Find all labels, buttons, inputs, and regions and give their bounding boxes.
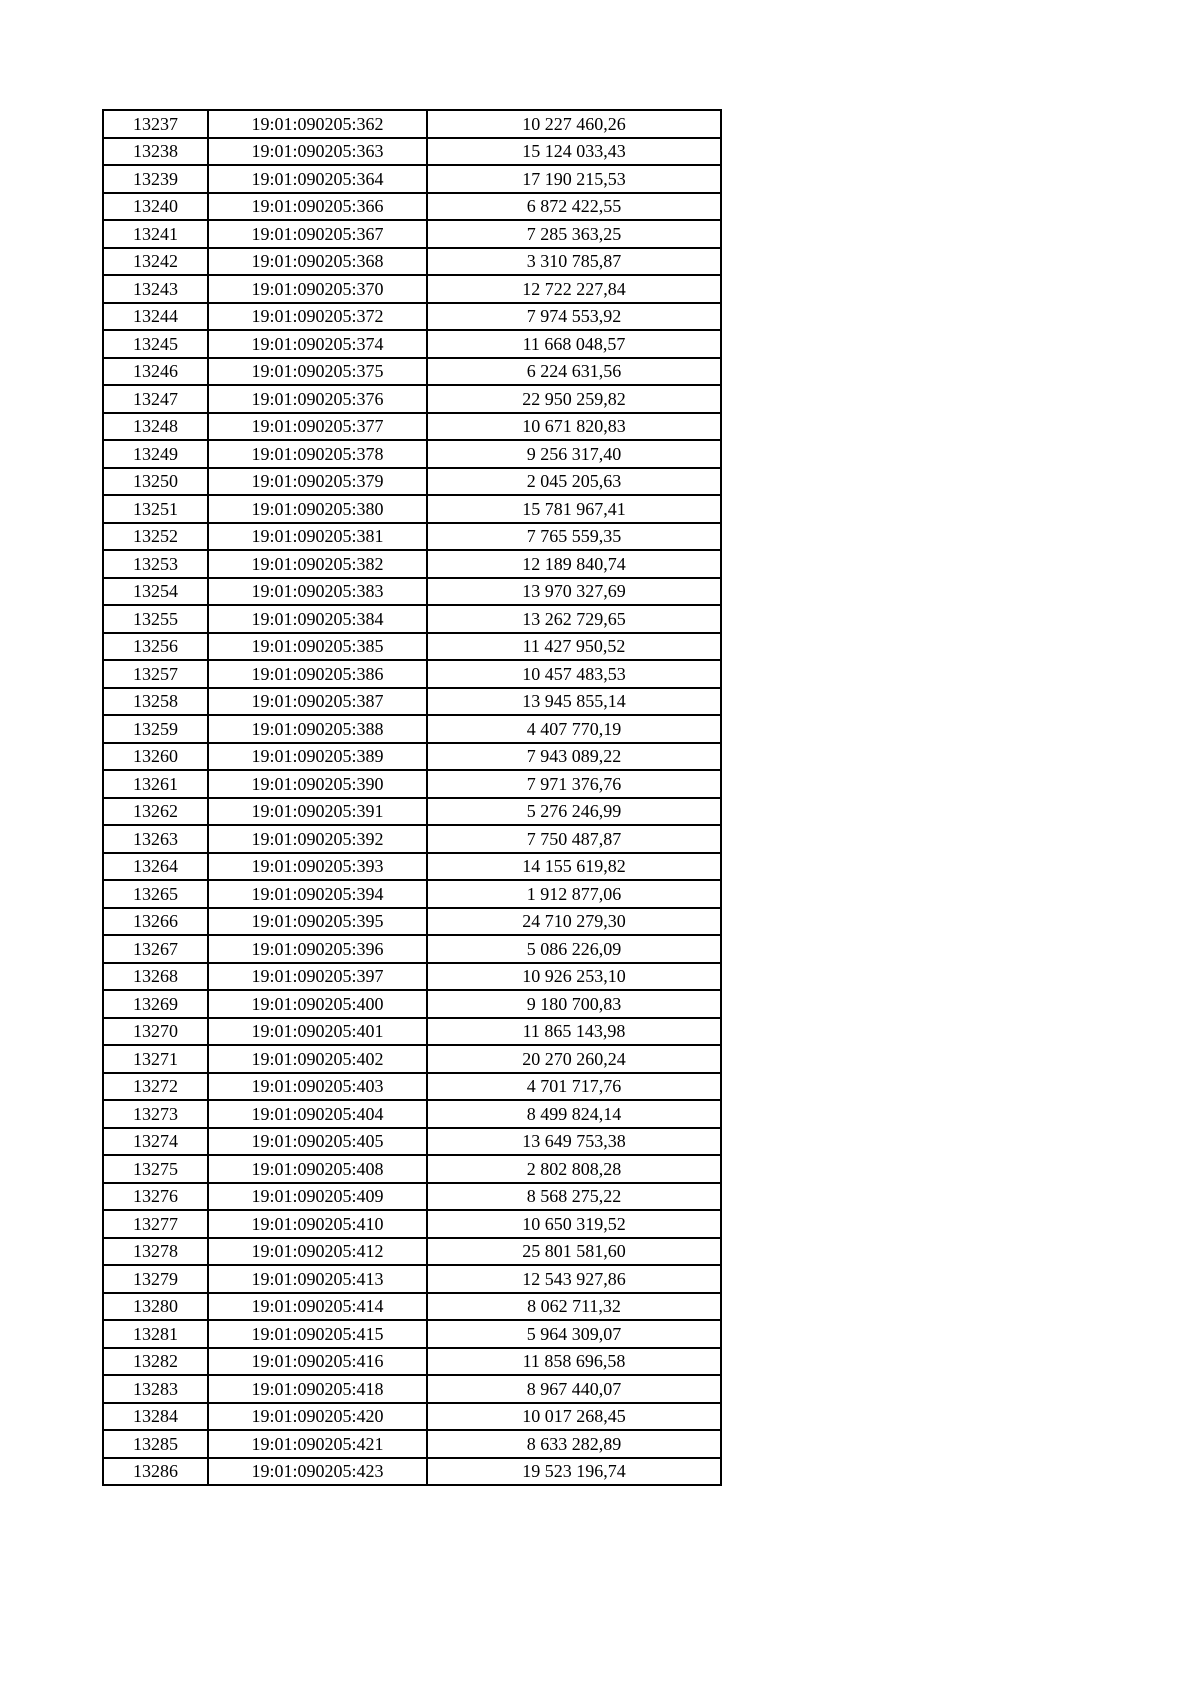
value-cell: 12 543 927,86 (427, 1265, 721, 1293)
value-cell: 11 668 048,57 (427, 330, 721, 358)
row-number-cell: 13282 (103, 1348, 208, 1376)
value-cell: 7 765 559,35 (427, 523, 721, 551)
cadastral-number-cell: 19:01:090205:363 (208, 138, 427, 166)
table-row (103, 248, 721, 276)
row-number-cell: 13253 (103, 550, 208, 578)
cadastral-number-cell: 19:01:090205:410 (208, 1210, 427, 1238)
table-row (103, 110, 721, 138)
row-number-cell: 13283 (103, 1375, 208, 1403)
row-number-cell: 13256 (103, 633, 208, 661)
row-number-cell: 13244 (103, 303, 208, 331)
value-cell: 13 970 327,69 (427, 578, 721, 606)
cadastral-number-cell: 19:01:090205:393 (208, 853, 427, 881)
value-cell: 19 523 196,74 (427, 1458, 721, 1486)
table-row (103, 578, 721, 606)
value-cell: 13 945 855,14 (427, 688, 721, 716)
cadastral-number-cell: 19:01:090205:409 (208, 1183, 427, 1211)
table-row (103, 1128, 721, 1156)
value-cell: 10 671 820,83 (427, 413, 721, 441)
cadastral-number-cell: 19:01:090205:414 (208, 1293, 427, 1321)
row-number-cell: 13250 (103, 468, 208, 496)
table-body (103, 110, 721, 1485)
cadastral-value-table (102, 109, 722, 1486)
table-row (103, 1155, 721, 1183)
cadastral-number-cell: 19:01:090205:395 (208, 908, 427, 936)
cadastral-number-cell: 19:01:090205:421 (208, 1430, 427, 1458)
table-row (103, 1238, 721, 1266)
cadastral-number-cell: 19:01:090205:368 (208, 248, 427, 276)
cadastral-number-cell: 19:01:090205:366 (208, 193, 427, 221)
row-number-cell: 13264 (103, 853, 208, 881)
cadastral-number-cell: 19:01:090205:367 (208, 220, 427, 248)
table-row (103, 303, 721, 331)
table-row (103, 468, 721, 496)
cadastral-number-cell: 19:01:090205:390 (208, 770, 427, 798)
row-number-cell: 13248 (103, 413, 208, 441)
cadastral-number-cell: 19:01:090205:377 (208, 413, 427, 441)
table-row (103, 193, 721, 221)
table-row (103, 440, 721, 468)
row-number-cell: 13274 (103, 1128, 208, 1156)
value-cell: 9 180 700,83 (427, 990, 721, 1018)
row-number-cell: 13255 (103, 605, 208, 633)
value-cell: 7 285 363,25 (427, 220, 721, 248)
value-cell: 4 701 717,76 (427, 1073, 721, 1101)
cadastral-number-cell: 19:01:090205:391 (208, 798, 427, 826)
row-number-cell: 13262 (103, 798, 208, 826)
cadastral-number-cell: 19:01:090205:402 (208, 1045, 427, 1073)
value-cell: 5 276 246,99 (427, 798, 721, 826)
value-cell: 8 568 275,22 (427, 1183, 721, 1211)
row-number-cell: 13280 (103, 1293, 208, 1321)
table-row (103, 1265, 721, 1293)
value-cell: 8 062 711,32 (427, 1293, 721, 1321)
row-number-cell: 13243 (103, 275, 208, 303)
table-row (103, 935, 721, 963)
table-row (103, 1100, 721, 1128)
row-number-cell: 13286 (103, 1458, 208, 1486)
cadastral-number-cell: 19:01:090205:386 (208, 660, 427, 688)
row-number-cell: 13249 (103, 440, 208, 468)
cadastral-number-cell: 19:01:090205:400 (208, 990, 427, 1018)
row-number-cell: 13269 (103, 990, 208, 1018)
row-number-cell: 13266 (103, 908, 208, 936)
value-cell: 14 155 619,82 (427, 853, 721, 881)
cadastral-number-cell: 19:01:090205:394 (208, 880, 427, 908)
value-cell: 12 189 840,74 (427, 550, 721, 578)
value-cell: 15 124 033,43 (427, 138, 721, 166)
cadastral-number-cell: 19:01:090205:378 (208, 440, 427, 468)
table-row (103, 220, 721, 248)
row-number-cell: 13240 (103, 193, 208, 221)
cadastral-number-cell: 19:01:090205:387 (208, 688, 427, 716)
cadastral-number-cell: 19:01:090205:418 (208, 1375, 427, 1403)
value-cell: 7 750 487,87 (427, 825, 721, 853)
value-cell: 10 926 253,10 (427, 963, 721, 991)
row-number-cell: 13263 (103, 825, 208, 853)
row-number-cell: 13251 (103, 495, 208, 523)
table-row (103, 825, 721, 853)
row-number-cell: 13272 (103, 1073, 208, 1101)
row-number-cell: 13258 (103, 688, 208, 716)
value-cell: 8 633 282,89 (427, 1430, 721, 1458)
table-row (103, 1210, 721, 1238)
value-cell: 10 650 319,52 (427, 1210, 721, 1238)
value-cell: 12 722 227,84 (427, 275, 721, 303)
table-row (103, 385, 721, 413)
table-row (103, 1293, 721, 1321)
value-cell: 13 649 753,38 (427, 1128, 721, 1156)
row-number-cell: 13265 (103, 880, 208, 908)
row-number-cell: 13242 (103, 248, 208, 276)
cadastral-number-cell: 19:01:090205:403 (208, 1073, 427, 1101)
table-row (103, 1073, 721, 1101)
row-number-cell: 13270 (103, 1018, 208, 1046)
row-number-cell: 13267 (103, 935, 208, 963)
table-row (103, 1403, 721, 1431)
value-cell: 8 499 824,14 (427, 1100, 721, 1128)
row-number-cell: 13259 (103, 715, 208, 743)
table-row (103, 660, 721, 688)
row-number-cell: 13260 (103, 743, 208, 771)
value-cell: 7 943 089,22 (427, 743, 721, 771)
table-row (103, 495, 721, 523)
table-row (103, 1045, 721, 1073)
table-row (103, 1183, 721, 1211)
value-cell: 4 407 770,19 (427, 715, 721, 743)
cadastral-number-cell: 19:01:090205:384 (208, 605, 427, 633)
table-row (103, 275, 721, 303)
cadastral-number-cell: 19:01:090205:423 (208, 1458, 427, 1486)
cadastral-number-cell: 19:01:090205:396 (208, 935, 427, 963)
cadastral-number-cell: 19:01:090205:404 (208, 1100, 427, 1128)
value-cell: 5 964 309,07 (427, 1320, 721, 1348)
value-cell: 2 802 808,28 (427, 1155, 721, 1183)
table-row (103, 908, 721, 936)
row-number-cell: 13281 (103, 1320, 208, 1348)
value-cell: 7 974 553,92 (427, 303, 721, 331)
table-row (103, 770, 721, 798)
value-cell: 11 427 950,52 (427, 633, 721, 661)
table-row (103, 1458, 721, 1486)
table-row (103, 1320, 721, 1348)
table-row (103, 358, 721, 386)
row-number-cell: 13271 (103, 1045, 208, 1073)
cadastral-number-cell: 19:01:090205:376 (208, 385, 427, 413)
row-number-cell: 13239 (103, 165, 208, 193)
table-row (103, 1348, 721, 1376)
table-row (103, 523, 721, 551)
row-number-cell: 13285 (103, 1430, 208, 1458)
cadastral-number-cell: 19:01:090205:420 (208, 1403, 427, 1431)
value-cell: 6 872 422,55 (427, 193, 721, 221)
cadastral-number-cell: 19:01:090205:375 (208, 358, 427, 386)
row-number-cell: 13268 (103, 963, 208, 991)
table-row (103, 605, 721, 633)
table-row (103, 743, 721, 771)
value-cell: 10 017 268,45 (427, 1403, 721, 1431)
cadastral-number-cell: 19:01:090205:389 (208, 743, 427, 771)
cadastral-number-cell: 19:01:090205:412 (208, 1238, 427, 1266)
table-row (103, 633, 721, 661)
table-row (103, 715, 721, 743)
value-cell: 10 457 483,53 (427, 660, 721, 688)
cadastral-number-cell: 19:01:090205:405 (208, 1128, 427, 1156)
row-number-cell: 13276 (103, 1183, 208, 1211)
row-number-cell: 13238 (103, 138, 208, 166)
cadastral-number-cell: 19:01:090205:372 (208, 303, 427, 331)
table-row (103, 138, 721, 166)
cadastral-number-cell: 19:01:090205:379 (208, 468, 427, 496)
row-number-cell: 13247 (103, 385, 208, 413)
cadastral-number-cell: 19:01:090205:362 (208, 110, 427, 138)
row-number-cell: 13277 (103, 1210, 208, 1238)
value-cell: 13 262 729,65 (427, 605, 721, 633)
value-cell: 11 865 143,98 (427, 1018, 721, 1046)
table-row (103, 165, 721, 193)
value-cell: 1 912 877,06 (427, 880, 721, 908)
value-cell: 11 858 696,58 (427, 1348, 721, 1376)
value-cell: 5 086 226,09 (427, 935, 721, 963)
row-number-cell: 13241 (103, 220, 208, 248)
cadastral-number-cell: 19:01:090205:415 (208, 1320, 427, 1348)
row-number-cell: 13261 (103, 770, 208, 798)
row-number-cell: 13246 (103, 358, 208, 386)
table-row (103, 413, 721, 441)
cadastral-number-cell: 19:01:090205:370 (208, 275, 427, 303)
row-number-cell: 13278 (103, 1238, 208, 1266)
cadastral-number-cell: 19:01:090205:401 (208, 1018, 427, 1046)
value-cell: 3 310 785,87 (427, 248, 721, 276)
cadastral-number-cell: 19:01:090205:413 (208, 1265, 427, 1293)
row-number-cell: 13245 (103, 330, 208, 358)
row-number-cell: 13237 (103, 110, 208, 138)
table-row (103, 963, 721, 991)
value-cell: 8 967 440,07 (427, 1375, 721, 1403)
cadastral-number-cell: 19:01:090205:380 (208, 495, 427, 523)
cadastral-number-cell: 19:01:090205:408 (208, 1155, 427, 1183)
row-number-cell: 13284 (103, 1403, 208, 1431)
table-row (103, 688, 721, 716)
table-row (103, 1375, 721, 1403)
value-cell: 15 781 967,41 (427, 495, 721, 523)
row-number-cell: 13257 (103, 660, 208, 688)
cadastral-number-cell: 19:01:090205:385 (208, 633, 427, 661)
cadastral-number-cell: 19:01:090205:382 (208, 550, 427, 578)
value-cell: 20 270 260,24 (427, 1045, 721, 1073)
value-cell: 10 227 460,26 (427, 110, 721, 138)
row-number-cell: 13254 (103, 578, 208, 606)
table-row (103, 990, 721, 1018)
value-cell: 7 971 376,76 (427, 770, 721, 798)
table-row (103, 798, 721, 826)
cadastral-number-cell: 19:01:090205:383 (208, 578, 427, 606)
row-number-cell: 13273 (103, 1100, 208, 1128)
value-cell: 24 710 279,30 (427, 908, 721, 936)
table-row (103, 1430, 721, 1458)
table-row (103, 1018, 721, 1046)
table-row (103, 330, 721, 358)
cadastral-number-cell: 19:01:090205:397 (208, 963, 427, 991)
table-row (103, 853, 721, 881)
row-number-cell: 13279 (103, 1265, 208, 1293)
table-row (103, 880, 721, 908)
value-cell: 17 190 215,53 (427, 165, 721, 193)
value-cell: 22 950 259,82 (427, 385, 721, 413)
value-cell: 6 224 631,56 (427, 358, 721, 386)
cadastral-number-cell: 19:01:090205:416 (208, 1348, 427, 1376)
cadastral-number-cell: 19:01:090205:392 (208, 825, 427, 853)
cadastral-number-cell: 19:01:090205:374 (208, 330, 427, 358)
value-cell: 2 045 205,63 (427, 468, 721, 496)
table-row (103, 550, 721, 578)
row-number-cell: 13275 (103, 1155, 208, 1183)
cadastral-number-cell: 19:01:090205:388 (208, 715, 427, 743)
value-cell: 25 801 581,60 (427, 1238, 721, 1266)
row-number-cell: 13252 (103, 523, 208, 551)
value-cell: 9 256 317,40 (427, 440, 721, 468)
cadastral-number-cell: 19:01:090205:364 (208, 165, 427, 193)
cadastral-number-cell: 19:01:090205:381 (208, 523, 427, 551)
